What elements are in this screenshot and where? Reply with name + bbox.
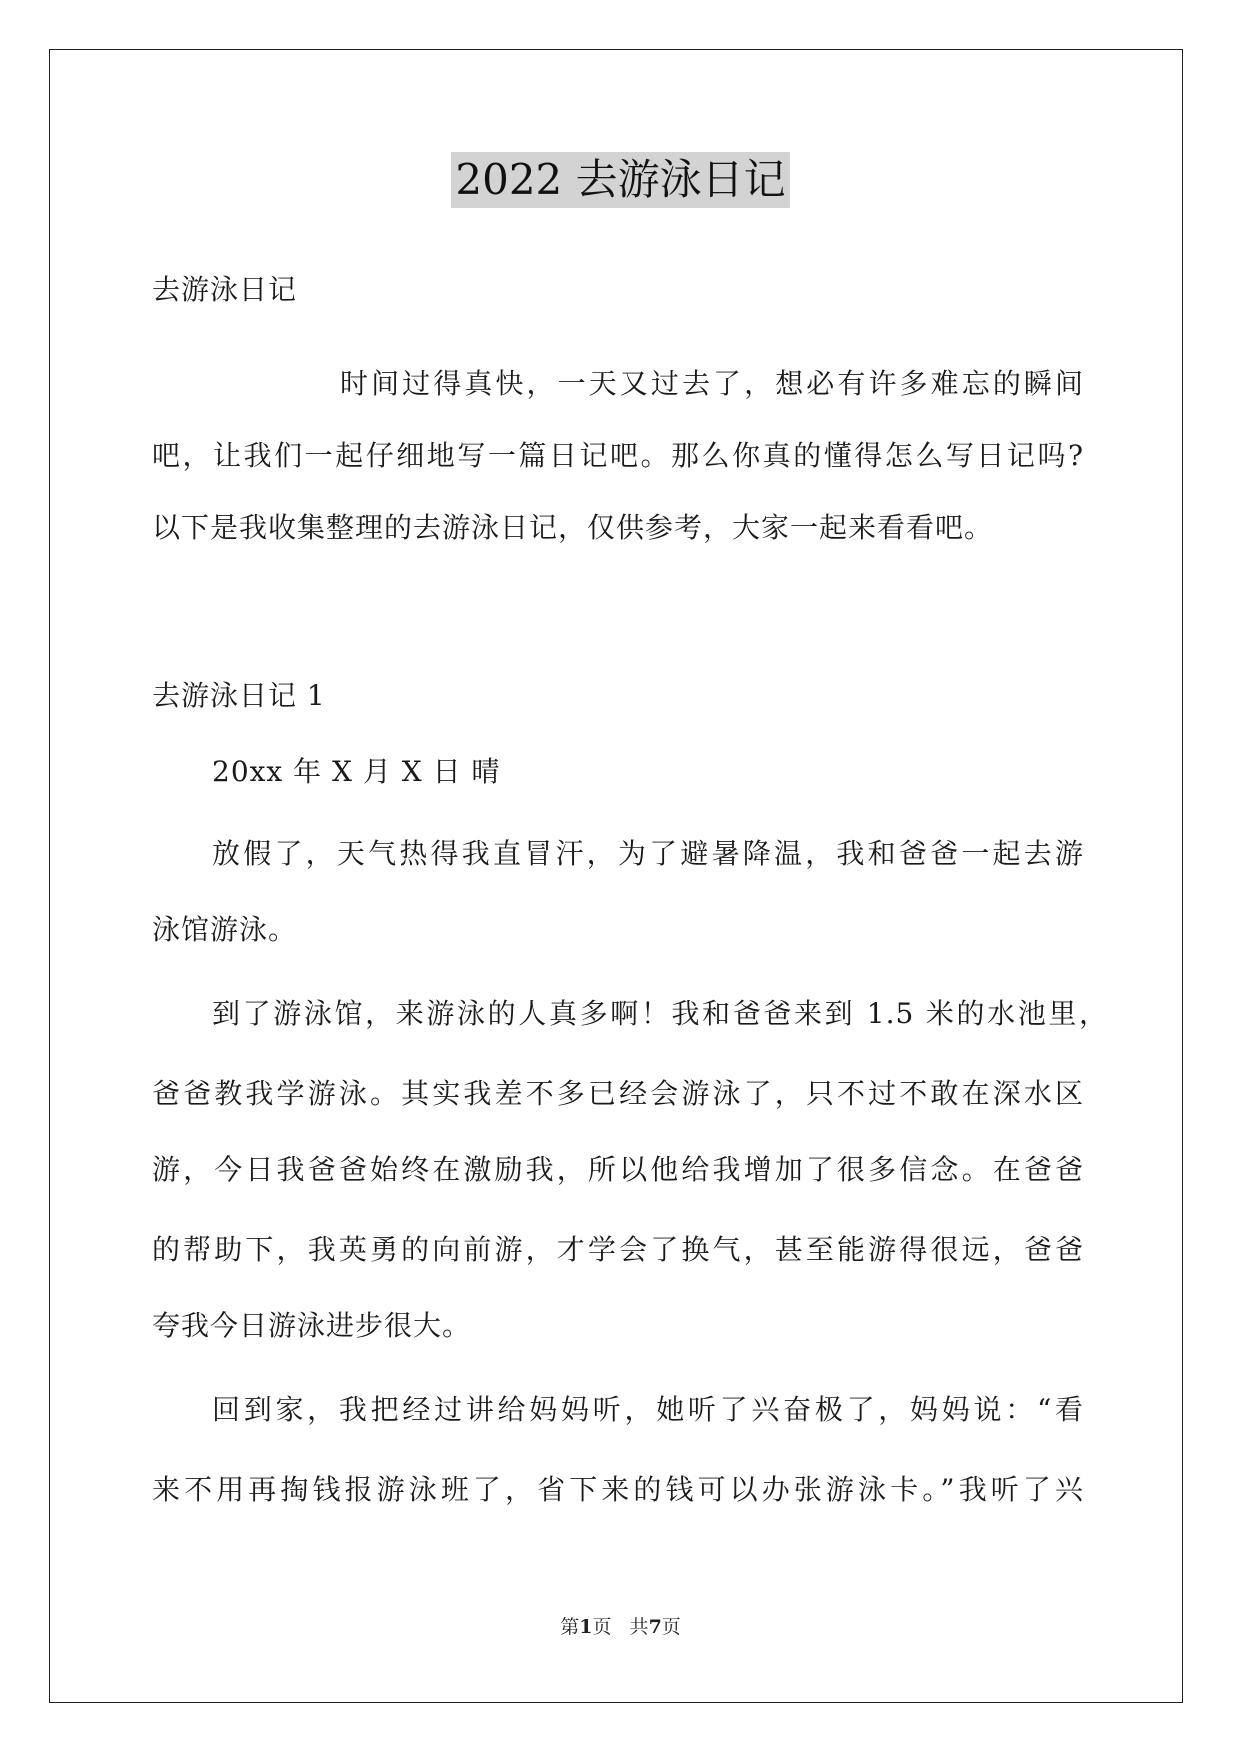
page-footer — [0, 1612, 1241, 1639]
paragraph-line: 的帮助下，我英勇的向前游，才学会了换气，甚至能游得很远，爸爸 — [152, 1233, 1084, 1266]
entry-heading: 去游泳日记 1 — [152, 679, 326, 712]
document-title: 2022 去游泳日记 — [451, 152, 789, 208]
paragraph-line: 爸爸教我学游泳。其实我差不多已经会游泳了，只不过不敢在深水区 — [152, 1077, 1084, 1110]
paragraph-line: 夸我今日游泳进步很大。 — [152, 1309, 472, 1342]
footer-suffix: 页 — [661, 1616, 681, 1638]
total-page-count: 7 — [648, 1616, 662, 1638]
section-heading: 去游泳日记 — [152, 273, 298, 306]
entry-date: 20xx 年 X 月 X 日 晴 — [212, 755, 501, 788]
title-container — [0, 152, 1241, 208]
paragraph-line: 回到家，我把经过讲给妈妈听，她听了兴奋极了，妈妈说：“看 — [212, 1393, 1084, 1426]
paragraph-line: 时间过得真快，一天又过去了，想必有许多难忘的瞬间 — [340, 367, 1084, 400]
paragraph-line: 到了游泳馆，来游泳的人真多啊！我和爸爸来到 1.5 米的水池里， — [212, 997, 1108, 1030]
paragraph-line: 吧，让我们一起仔细地写一篇日记吧。那么你真的懂得怎么写日记吗? — [152, 439, 1084, 472]
paragraph-line: 泳馆游泳。 — [152, 913, 298, 946]
paragraph-line: 以下是我收集整理的去游泳日记，仅供参考，大家一起来看看吧。 — [152, 511, 994, 544]
paragraph-line: 游，今日我爸爸始终在激励我，所以他给我增加了很多信念。在爸爸 — [152, 1153, 1084, 1186]
current-page-number: 1 — [579, 1616, 593, 1638]
paragraph-line: 来不用再掏钱报游泳班了，省下来的钱可以办张游泳卡。”我听了兴 — [152, 1473, 1084, 1506]
paragraph-line: 放假了，天气热得我直冒汗，为了避暑降温，我和爸爸一起去游 — [212, 837, 1084, 870]
footer-prefix: 第 — [560, 1616, 580, 1638]
footer-middle: 页 共 — [592, 1616, 649, 1638]
